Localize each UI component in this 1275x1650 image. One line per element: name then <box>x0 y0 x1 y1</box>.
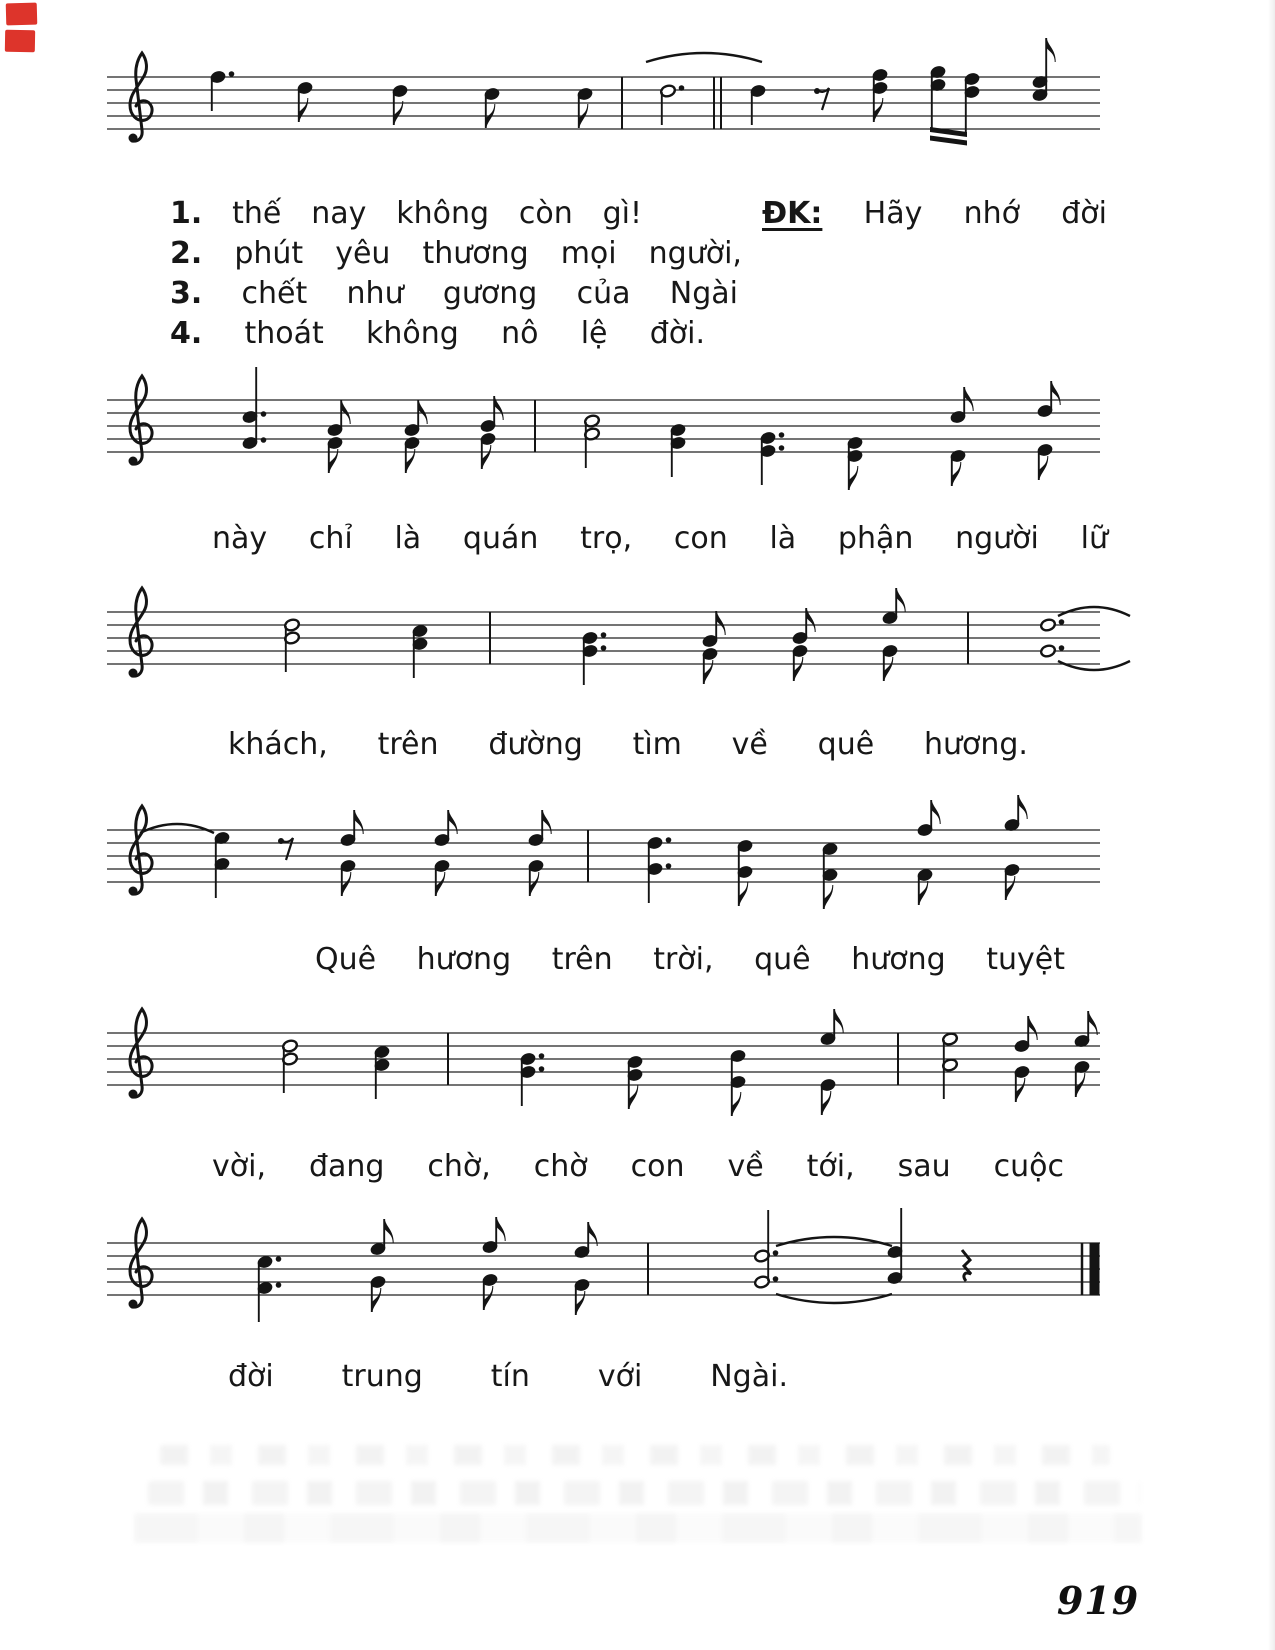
verse-line <box>170 317 705 351</box>
lyric-word: đời <box>1061 196 1107 231</box>
lyric-word: về <box>731 727 768 762</box>
lyric-word: chờ, <box>427 1149 491 1184</box>
lyric-word: trời, <box>653 942 714 977</box>
lyric-word: vời, <box>212 1149 266 1184</box>
lyric-word: tuyệt <box>986 942 1065 977</box>
lyric-word: đời. <box>649 316 705 351</box>
lyric-word: quán <box>462 521 539 556</box>
lyric-word: gương <box>442 276 538 311</box>
lyric-word: Ngài. <box>710 1359 788 1394</box>
red-mark <box>5 30 35 53</box>
lyric-word: Hãy <box>863 196 923 231</box>
bleedthrough-text <box>148 1481 1140 1505</box>
lyric-word: tín <box>490 1359 530 1394</box>
lyric-word: hương <box>851 942 946 977</box>
lyric-word: lữ <box>1080 521 1108 556</box>
treble-clef-icon <box>129 376 153 466</box>
lyric-word: tới, <box>806 1149 855 1184</box>
lyric-word: mọi <box>560 236 617 271</box>
page-number: 919 <box>1056 1578 1140 1623</box>
lyric-word: hương <box>416 942 512 977</box>
verse-line <box>170 237 742 271</box>
lyric-word: không <box>396 196 490 231</box>
lyric-word: của <box>576 276 631 311</box>
lyric-word: 2. <box>170 236 203 271</box>
staff-system-1 <box>107 38 1100 146</box>
lyric-word: phận <box>837 521 914 556</box>
lyric-word: là <box>769 521 797 556</box>
scan-edge-shadow <box>1268 0 1275 1650</box>
lyric-word: nô <box>501 316 539 351</box>
lyric-word: còn <box>518 196 573 231</box>
treble-clef-icon <box>129 806 153 896</box>
lyric-word: Ngài <box>669 276 738 311</box>
lyric-word: tìm <box>632 727 682 762</box>
verse-line <box>170 197 642 231</box>
lyric-word: đang <box>308 1149 385 1184</box>
staff-system-4 <box>107 795 1100 909</box>
lyric-word: hương. <box>923 727 1028 762</box>
lyric-word: chết <box>241 276 308 311</box>
treble-clef-icon <box>129 588 153 678</box>
lyric-word: gì! <box>602 196 642 231</box>
lyric-word: là <box>394 521 422 556</box>
lyric-word: 4. <box>170 316 203 351</box>
lyric-word: sau <box>897 1149 951 1184</box>
lyric-word: nay <box>311 196 367 231</box>
treble-clef-icon <box>129 53 153 143</box>
lyric-word: phút <box>234 236 304 271</box>
lyric-line <box>228 1360 788 1394</box>
lyric-word: người, <box>648 236 742 271</box>
lyric-word: trọ, <box>580 521 633 556</box>
bleedthrough-text <box>160 1445 1110 1465</box>
verse-line <box>170 277 738 311</box>
lyric-word: cuộc <box>993 1149 1064 1184</box>
lyric-word: trên <box>377 727 439 762</box>
lyric-word: ĐK: <box>762 196 823 231</box>
lyric-line <box>212 522 1108 556</box>
lyric-word: chờ <box>533 1149 588 1184</box>
lyric-word: yêu <box>335 236 391 271</box>
lyric-line <box>315 943 1065 977</box>
lyric-word: về <box>727 1149 764 1184</box>
lyric-word: đường <box>488 727 583 762</box>
refrain-text <box>762 197 1107 231</box>
lyric-word: quê <box>817 727 875 762</box>
lyric-word: đời <box>228 1359 274 1394</box>
lyric-word: 1. <box>170 196 203 231</box>
lyric-word: thoát <box>244 316 324 351</box>
red-mark <box>6 3 38 26</box>
staff-system-2 <box>107 367 1100 490</box>
lyric-word: con <box>673 521 728 556</box>
lyric-word: thế <box>232 196 282 231</box>
staff-system-3 <box>107 588 1130 685</box>
staff-system-6 <box>107 1208 1100 1322</box>
lyric-word: này <box>212 521 268 556</box>
lyric-word: nhớ <box>963 196 1020 231</box>
staff-system-5 <box>107 1009 1100 1116</box>
lyric-word: với <box>597 1359 643 1394</box>
lyric-word: lệ <box>580 316 608 351</box>
lyric-word: người <box>955 521 1039 556</box>
lyric-word: Quê <box>315 942 377 977</box>
lyric-word: không <box>366 316 459 351</box>
lyric-word: như <box>346 276 404 311</box>
lyric-word: trung <box>341 1359 423 1394</box>
lyric-word: khách, <box>228 727 328 762</box>
lyric-word: quê <box>754 942 811 977</box>
lyric-line <box>212 1150 1064 1184</box>
lyric-word: 3. <box>170 276 203 311</box>
lyric-word: trên <box>551 942 613 977</box>
lyric-word: chỉ <box>308 521 353 556</box>
treble-clef-icon <box>129 1009 153 1099</box>
lyric-word: con <box>630 1149 685 1184</box>
lyric-word: thương <box>422 236 529 271</box>
treble-clef-icon <box>129 1219 153 1309</box>
bleedthrough-text <box>134 1513 1142 1543</box>
lyric-line <box>228 728 1028 762</box>
